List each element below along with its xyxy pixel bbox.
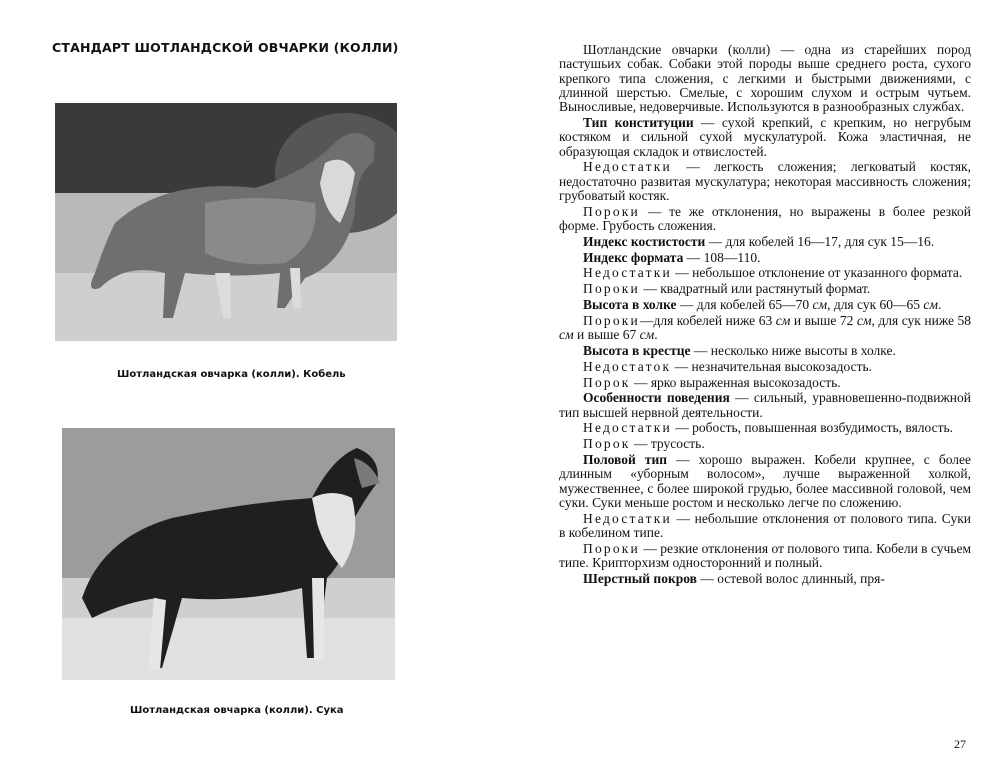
constitution-paragraph: Тип конституции — сухой крепкий, с крепким, но негрубым костяком и сильной сухой мускулатурой. Кожа эластичная, не образующая складок и отвислостей. xyxy=(559,114,971,159)
term: Высота в холке xyxy=(583,297,677,313)
format-faults: Недостатки — небольшое отклонение от указанного формата. xyxy=(583,265,963,281)
sex-defects: Пороки — резкие отклонения от полового типа. Кобели в сучьем типе. Крипторхизм односторонний и полный. xyxy=(559,540,971,571)
behavior-faults: Недостатки — робость, повышенная возбудимость, вялость. xyxy=(583,420,954,436)
coat-paragraph: Шерстный покров — остевой волос длинный, пря- xyxy=(583,570,885,586)
term: Недостатки xyxy=(583,420,672,436)
croup-defect: Порок — ярко выраженная высокозадость. xyxy=(583,374,841,390)
page-number: 27 xyxy=(954,737,966,751)
term: Половой тип xyxy=(583,452,668,468)
photo1-caption: Шотландская овчарка (колли). Кобель xyxy=(117,369,346,380)
croup-fault: Недостаток — незначительная высокозадость. xyxy=(583,358,873,374)
term: Высота в крестце xyxy=(583,342,691,358)
sex-faults: Недостатки — небольшие отклонения от полового типа. Суки в кобелином типе. xyxy=(559,510,971,540)
photo2-caption: Шотландская овчарка (колли). Сука xyxy=(130,705,344,716)
left-page xyxy=(0,0,500,768)
withers-height-paragraph: Высота в холке — для кобелей 65—70 см, для сук 60—65 см. xyxy=(583,297,942,313)
sex-type-paragraph: Половой тип — хорошо выражен. Кобели крупнее, с более длинным «уборным волосом», лучше выраженной холкой, мужественнее, с более широкой грудью, более массивной головой, чем суки. Суки меньше ростом и несколько легче по сложению. xyxy=(559,452,971,510)
withers-defects: Пороки—для кобелей ниже 63 см и выше 72 см, для сук ниже 58 см и выше 67 см. xyxy=(559,312,971,343)
term: Недостаток xyxy=(583,358,672,374)
term: Недостатки xyxy=(583,510,672,526)
male-collie-photo xyxy=(55,103,397,341)
croup-height-paragraph: Высота в крестце — несколько ниже высоты в холке. xyxy=(583,342,896,358)
format-defects: Пороки — квадратный или растянутый формат. xyxy=(583,281,871,297)
term: Пороки xyxy=(583,312,640,328)
term: Шерстный покров xyxy=(583,570,697,586)
term: Индекс формата xyxy=(583,249,684,265)
term: Пороки xyxy=(583,281,640,297)
right-page xyxy=(555,0,975,768)
term: Недостатки xyxy=(583,265,672,281)
term: Недостатки xyxy=(583,159,672,175)
term: Порок xyxy=(583,374,631,390)
constitution-faults: Недостатки — легкость сложения; легковатый костяк, недостаточно развитая мускулатура; некоторая массивность сложения; грубоватый костяк. xyxy=(559,159,971,203)
female-collie-photo xyxy=(62,428,395,680)
term: Пороки xyxy=(583,540,640,556)
behavior-defect: Порок — трусость. xyxy=(583,436,705,452)
page-title: СТАНДАРТ ШОТЛАНДСКОЙ ОВЧАРКИ (КОЛЛИ) xyxy=(52,40,399,55)
term: Тип конституции xyxy=(583,114,694,130)
term: Порок xyxy=(583,436,631,452)
behavior-paragraph: Особенности поведения — сильный, уравновешенно-подвижной тип высшей нервной деятельности. xyxy=(559,390,971,420)
breed-standard-text xyxy=(559,43,971,588)
format-index-paragraph: Индекс формата — 108—110. xyxy=(583,249,761,265)
constitution-defects: Пороки — те же отклонения, но выражены в более резкой форме. Грубость сложения. xyxy=(559,203,971,234)
term: Особенности поведения xyxy=(583,390,730,406)
term: Индекс костистости xyxy=(583,233,706,249)
term: Пороки xyxy=(583,203,640,219)
bone-index-paragraph: Индекс костистости — для кобелей 16—17, для сук 15—16. xyxy=(583,233,935,249)
intro-paragraph: Шотландские овчарки (колли) — одна из старейших пород пастушьих собак. Собаки этой породы выше среднего роста, сухого крепкого типа сложения, с легкими и быстрыми движениями, с длинной шерстью. Смелые, с хорошим слухом и острым чутьем. Выносливые, недоверчивые. Используются в разнообразных службах. xyxy=(559,42,971,115)
